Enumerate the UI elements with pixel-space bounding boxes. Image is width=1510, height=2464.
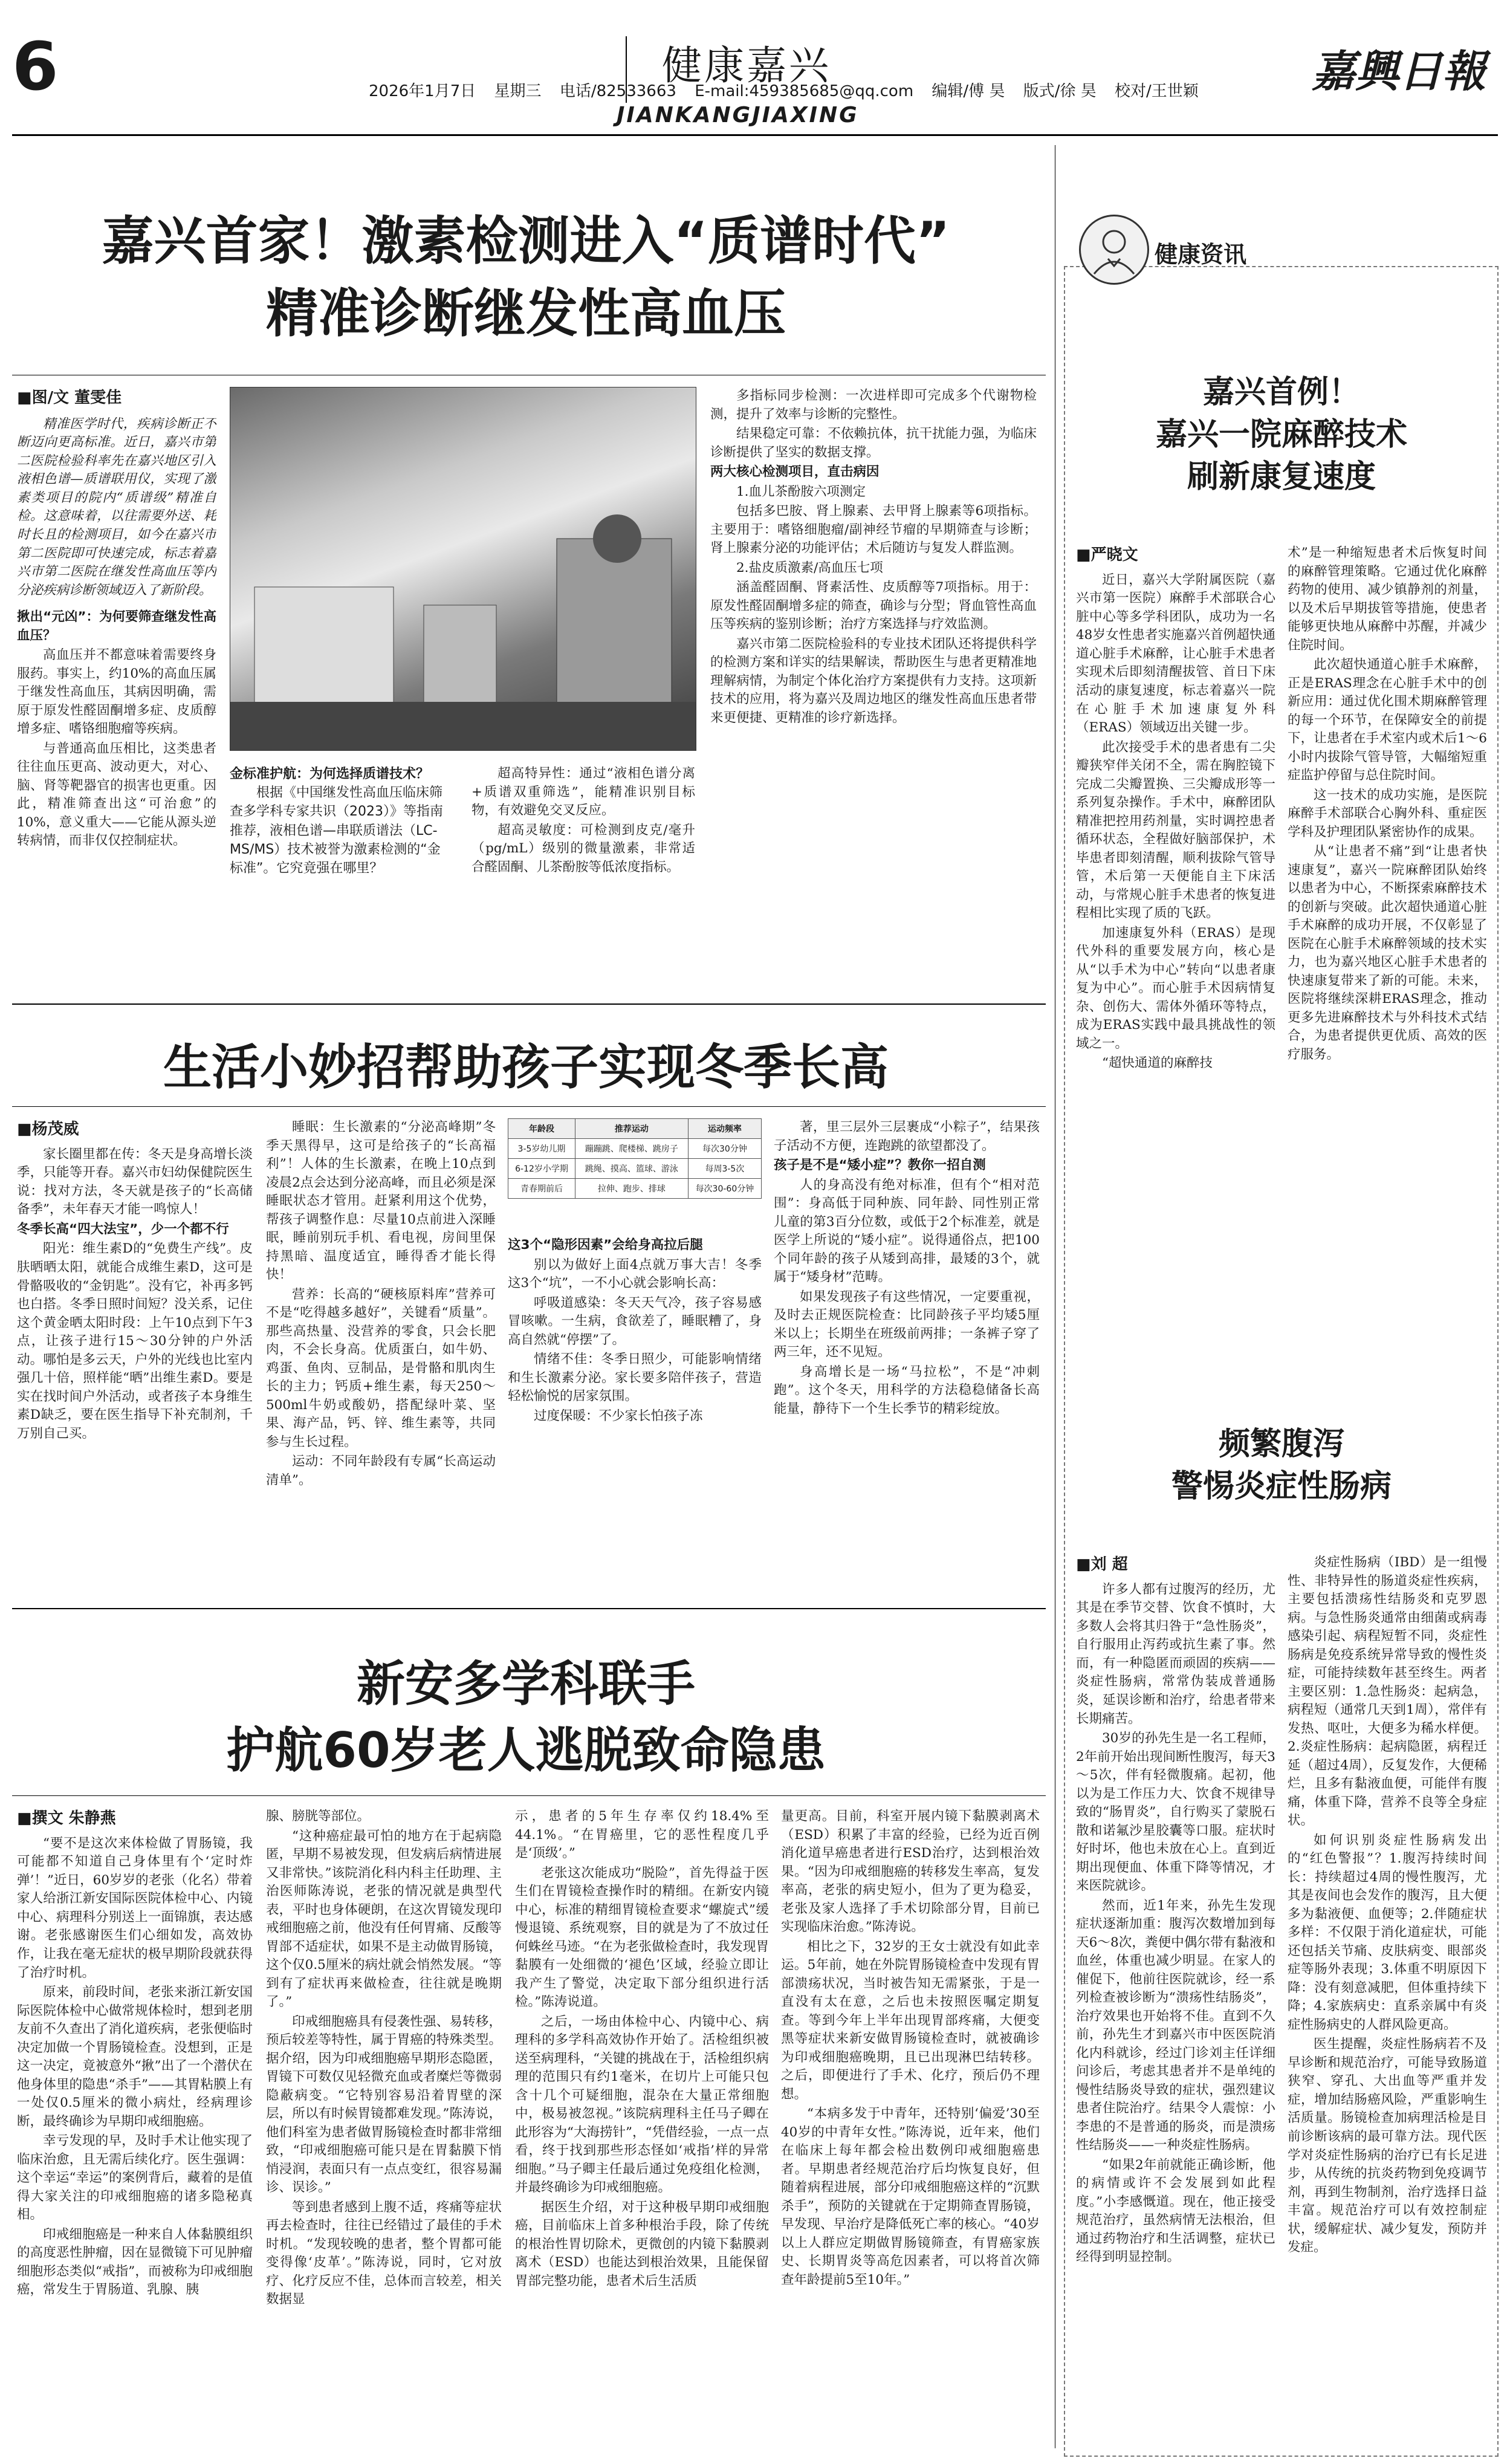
table-cell: 每次30分钟 <box>688 1139 761 1159</box>
sidebar-news1-headline-1: 嘉兴首例！ <box>1202 374 1360 410</box>
article3-column-2 <box>266 1807 502 2448</box>
proof-credit: 校对/王世颖 <box>1115 82 1199 100</box>
article1-paragraph: 超高灵敏度：可检测到皮克/毫升（pg/mL）级别的微量激素，非常适合醛固酮、儿茶酚胺等低浓度指标。 <box>471 822 695 875</box>
lab-equipment-illustration <box>230 387 696 750</box>
lab-bench <box>230 702 696 750</box>
exercise-table <box>508 1118 762 1199</box>
article3-paragraph: 老张这次能成功“脱险”，首先得益于医生们在胃镜检查操作时的精细。在新安内镜中心，标准的精细胃镜检查要求“螺旋式”缓慢退镜、系统观察，目的就是为了不放过任何蛛丝马迹。“在为老张做检查时，我发现胃黏膜有一处细微的‘褪色’区域，经验立即让我产生了警觉，决定取下部分组织进行活检。”陈涛说道。 <box>515 1865 769 2010</box>
table-row <box>508 1159 762 1179</box>
table-row <box>508 1179 762 1199</box>
article2-paragraph: 著，里三层外三层裹成“小粽子”，结果孩子活动不方便，连跑跳的欲望都没了。 <box>774 1120 1040 1153</box>
sidebar-paragraph: 近日，嘉兴大学附属医院（嘉兴市第一医院）麻醉手术部联合心脏中心等多学科团队，成功为一名48岁女性患者实施嘉兴首例超快通道心脏手术麻醉，让心脏手术患者实现术后即刻清醒拔管、首日下床活动的康复速度，标志着嘉兴一院在心脏手术加速康复外科（ERAS）领域迈出关键一步。 <box>1076 572 1275 736</box>
article1-paragraph: 超高特异性：通过“液相色谱分离+质谱双重筛选”，能精准识别目标物，有效避免交叉反应。 <box>471 766 695 819</box>
sidebar-news2-headline-1: 频繁腹泻 <box>1218 1426 1344 1462</box>
article2-top-rule <box>12 1106 1046 1107</box>
article3-paragraph: 据医生介绍，对于这种极早期印戒细胞癌，目前临床上首多种根治手段，除了传统的根治性胃切除术，更微创的内镜下黏膜剥离术（ESD）也能达到根治效果，且能保留胃部完整功能，患者术后生活质 <box>515 2199 769 2289</box>
article1-paragraph: 结果稳定可靠：不依赖抗体，抗干扰能力强，为临床诊断提供了坚实的数据支撑。 <box>710 426 1037 460</box>
article2-paragraph: 情绪不佳：冬季日照少，可能影响情绪和生长激素分泌。家长要多陪伴孩子，营造轻松愉悦的居家氛围。 <box>508 1352 762 1404</box>
table-header: 推荐运动 <box>575 1119 688 1139</box>
sidebar-paragraph: 医生提醒，炎症性肠病若不及早诊断和规范治疗，可能导致肠道狭窄、穿孔、大出血等严重并发症，增加结肠癌风险，严重影响生活质量。肠镜检查加病理活检是目前诊断该病的最可靠方法。现代医学对炎症性肠病的治疗已有长足进步，从传统的抗炎药物到免疫调节剂，再到生物制剂，治疗选择日益丰富。规范治疗可以有效控制症状，缓解症状、减少复发，预防并发症。 <box>1288 2037 1487 2255</box>
article2-paragraph: 阳光：维生素D的“免费生产线”。皮肤晒晒太阳，就能合成维生素D，这可是骨骼吸收的“金钥匙”。没有它，补再多钙也白搭。冬季日照时间短？没关系，记住这个黄金晒太阳时段：上午10点到下午3点，让孩子进行15～30分钟的户外活动。哪怕是多云天，户外的光线也比室内强几十倍，照样能“晒”出维生素D。要是实在找时间户外活动，或者孩子本身维生素D缺乏，要在医生指导下补充制剂，千万别自己买。 <box>17 1241 253 1441</box>
contact-email: E-mail:459385685@qq.com <box>695 82 914 100</box>
table-cell: 跳绳、摸高、篮球、游泳 <box>575 1159 688 1179</box>
sidebar-news2-column-1 <box>1076 1554 1275 2448</box>
sidebar-news1-headline-3: 刷新康复速度 <box>1187 459 1376 495</box>
article1-headline-line2: 精准诊断继发性高血压 <box>266 284 786 344</box>
article2-paragraph: 呼吸道感染：冬天天气冷，孩子容易感冒咳嗽。一生病，食欲差了，睡眠糟了，身高自然就“停摆”了。 <box>508 1295 762 1347</box>
article3-headline-line2: 护航60岁老人逃脱致命隐患 <box>226 1722 826 1778</box>
article1-paragraph: 包括多巴胺、肾上腺素、去甲肾上腺素等6项指标。主要用于：嗜铬细胞瘤/副神经节瘤的早期筛查与诊断；肾上腺素分泌的功能评估；术后随访与复发人群监测。 <box>710 504 1037 556</box>
sidebar-news2-headline-2: 警惕炎症性肠病 <box>1171 1468 1392 1505</box>
article1-paragraph: 与普通高血压相比，这类患者往往血压更高、波动更大，对心、脑、肾等靶器官的损害也更重。因此，精准筛查出这“可治愈”的10%，意义重大——它能从源头逆转病情，而非仅仅控制症状。 <box>17 741 216 849</box>
issue-weekday: 星期三 <box>494 82 542 100</box>
article2-subhead: 孩子是不是“矮小症”？教你一招自测 <box>774 1158 986 1173</box>
section-rule <box>12 1608 1046 1609</box>
photo-caption <box>230 765 453 982</box>
article3-top-rule <box>12 1795 1046 1796</box>
article3-column-1 <box>17 1807 253 2448</box>
table-row <box>508 1139 762 1159</box>
article1-paragraph: 1.血儿茶酚胺六项测定 <box>736 484 866 499</box>
newspaper-logo: 嘉興日報 <box>1312 45 1486 97</box>
article2-headline: 生活小妙招帮助孩子实现冬季长高 <box>163 1039 889 1095</box>
sidebar-paragraph: 30岁的孙先生是一名工程师，2年前开始出现间断性腹泻，每天3～5次，伴有轻微腹痛。起初，他以为是工作压力大、饮食不规律导致的“肠胃炎”，自行购买了蒙脱石散和诺氟沙星胶囊等口服。症状时好时坏，他也未放在心上。直到近期出现便血、体重下降等情况，才来医院就诊。 <box>1076 1731 1275 1894</box>
article1-subhead-2: 两大核心检测项目，直击病因 <box>710 464 880 480</box>
masthead-meta <box>369 79 1212 101</box>
article3-paragraph: 印戒细胞癌是一种来自人体黏膜组织的高度恶性肿瘤，因在显微镜下可见肿瘤细胞形态类似“戒指”，而被称为印戒细胞癌，常发生于胃肠道、乳腺、胰 <box>17 2226 253 2298</box>
article3-paragraph: “本病多发于中青年，还特别‘偏爱’30至40岁的中青年女性。”陈涛说，近年来，他们在临床上每年都会检出数例印戒细胞癌患者。早期患者经规范治疗后均恢复良好，但随着病程进展，部分印戒细胞癌这样的“沉默杀手”，预防的关键就在于定期筛查胃肠镜，早发现、早治疗是降低死亡率的核心。“40岁以上人群应定期做胃肠镜筛查，有胃癌家族史、长期胃炎等高危因素者，可以将首次筛查年龄提前5至10年。” <box>781 2106 1040 2287</box>
caption-body: 根据《中国继发性高血压临床筛查多学科专家共识（2023）》等指南推荐，液相色谱—串联质谱法（LC-MS/MS）技术被誉为激素检测的“金标准”。它究竟强在哪里？ <box>230 785 443 877</box>
editor-credit: 编辑/傅 昊 <box>932 82 1005 100</box>
doctor-icon <box>1081 216 1147 283</box>
page-number: 6 <box>12 28 59 105</box>
article3-byline: ■撰文 朱静燕 <box>17 1809 116 1827</box>
doctor-avatar-icon <box>1079 215 1149 285</box>
article2-column-1 <box>17 1118 253 1590</box>
table-cell: 蹦蹦跳、爬楼梯、跳房子 <box>575 1139 688 1159</box>
article2-paragraph: 别以为做好上面4点就万事大吉！冬季这3个“坑”，一不小心就会影响长高： <box>508 1257 762 1291</box>
sidebar-paragraph: 许多人都有过腹泻的经历，尤其是在季节交替、饮食不慎时，大多数人会将其归咎于“急性肠炎”，自行服用止泻药或抗生素了事。然而，有一种隐匿而顽固的疾病——炎症性肠病，常常伪装成普通肠炎，延误诊断和治疗，给患者带来长期痛苦。 <box>1076 1581 1275 1726</box>
article3-column-3 <box>515 1807 769 2448</box>
article2-paragraph: 营养：长高的“硬核原料库”营养可不是“吃得越多越好”，关键看“质量”。那些高热量、没营养的零食，只会长肥肉，不会长身高。优质蛋白，如牛奶、鸡蛋、鱼肉、豆制品，是骨骼和肌肉生长的主力；钙质+维生素，每天250～500ml牛奶或酸奶，搭配绿叶菜、坚果、海产品，钙、锌、维生素等，共同参与生长过程。 <box>266 1286 496 1450</box>
article2-byline: ■杨茂威 <box>17 1120 79 1138</box>
section-title: 健康嘉兴 <box>662 42 831 89</box>
sidebar-news1-column-2 <box>1288 544 1487 1372</box>
section-rule <box>12 1003 1046 1005</box>
table-cell: 6-12岁小学期 <box>508 1159 575 1179</box>
article3-paragraph: “这种癌症最可怕的地方在于起病隐匿，早期不易被发现，但发病后病情进展又非常快。”该院消化科内科主任助理、主治医师陈涛说，老张的情况就是典型代表，平时也身体硬朗，在这次胃镜发现印戒细胞癌之前，他没有任何胃痛、反酸等胃部不适症状，如果不是主动做胃肠镜，这个仅0.5厘米的病灶就会悄然发展。“等到有了症状再来做检查，往往就是晚期了。” <box>266 1828 502 2010</box>
article3-paragraph: 示，患者的5年生存率仅约18.4%至44.1%。“在胃癌里，它的恶性程度几乎是‘顶级’。” <box>515 1809 769 1861</box>
table-cell: 青春期前后 <box>508 1179 575 1199</box>
caption-title: 金标准护航：为何选择质谱技术？ <box>230 767 430 782</box>
article1-paragraph: 多指标同步检测：一次进样即可完成多个代谢物检测，提升了效率与诊断的完整性。 <box>710 388 1037 422</box>
article1-paragraph: 涵盖醛固酮、肾素活性、皮质醇等7项指标。用于：原发性醛固酮增多症的筛查，确诊与分型；肾血管性高血压等疾病的鉴别诊断；治疗方案选择与疗效监测。 <box>710 580 1037 632</box>
sidebar-news1-column-1 <box>1076 544 1275 1372</box>
table-cell: 3-5岁幼儿期 <box>508 1139 575 1159</box>
sidebar-news1-byline: ■严晓文 <box>1076 546 1138 564</box>
article2-paragraph: 睡眠：生长激素的“分泌高峰期”冬季天黑得早，这可是给孩子的“长高福利”！人体的生长激素，在晚上10点到凌晨2点会达到分泌高峰，而且必须是深睡眠状态才管用。赶紧利用这个优势，帮孩子调整作息：尽量10点前进入深睡眠，睡前别玩手机、看电视，房间里保持黑暗、温度适宜，睡得香才能长得快！ <box>266 1120 496 1283</box>
article2-paragraph: 运动：不同年龄段有专属“长高运动清单”。 <box>266 1454 496 1488</box>
article2-paragraph: 人的身高没有绝对标准，但有个“相对范围”：身高低于同种族、同年龄、同性别正常儿童的第3百分位数，或低于2个标准差，就是医学上所说的“矮小症”。说得通俗点，把100个同年龄的孩子从矮到高排，最矮的3个，就属于“矮身材”范畴。 <box>774 1177 1040 1285</box>
table-header-row <box>508 1119 762 1139</box>
lab-photo <box>230 387 696 751</box>
article1-headline-line1: 嘉兴首家！激素检测进入“质谱时代” <box>102 211 950 271</box>
masthead-rule <box>12 134 1498 136</box>
exercise-table-container <box>508 1118 762 1199</box>
article1-byline: ■图/文 董雯佳 <box>17 389 122 407</box>
sidebar-paragraph: “超快通道的麻醉技 <box>1102 1055 1213 1071</box>
instrument-shape <box>424 605 496 708</box>
sidebar-paragraph: 术”是一种缩短患者术后恢复时间的麻醉管理策略。它通过优化麻醉药物的使用、减少镇静剂的剂量，以及术后早期拔管等措施，使患者能够更快地从麻醉中苏醒，并减少住院时间。 <box>1288 545 1487 653</box>
article2-subhead: 冬季长高“四大法宝”，少一个都不行 <box>17 1221 229 1237</box>
article3-paragraph: 原来，前段时间，老张来浙江新安国际医院体检中心做常规体检时，想到老朋友前不久查出了消化道疾病，老张便临时决定加做一个胃肠镜检查。没想到，正是这一决定，竟被意外“揪”出了一个潜伏在他身体里的隐患“杀手”——其胃粘膜上有一处仅0.5厘米的微小病灶，经病理诊断，最终确诊为早期印戒细胞癌。 <box>17 1985 253 2129</box>
table-cell: 拉伸、跑步、排球 <box>575 1179 688 1199</box>
table-header: 运动频率 <box>688 1119 761 1139</box>
article3-paragraph: 幸亏发现的早，及时手术让他实现了临床治愈，且无需后续化疗。医生强调：这个幸运“幸运”的案例背后，藏着的是值得大家关注的印戒细胞癌的诸多隐秘真相。 <box>17 2133 253 2223</box>
sidebar-news1-headline-2: 嘉兴一院麻醉技术 <box>1155 417 1407 453</box>
article3-headline-line1: 新安多学科联手 <box>357 1656 695 1712</box>
article1-paragraph: 嘉兴市第二医院检验科的专业技术团队还将提供科学的检测方案和详实的结果解读，帮助医生与患者更精准地理解病情，为制定个体化治疗方案提供有力支持。这项新技术的应用，将为嘉兴及周边地区的继发性高血压患者带来更便捷、更精准的诊疗新选择。 <box>710 636 1037 725</box>
article2-paragraph: 如果发现孩子有这些情况，一定要重视，及时去正规医院检查：比同龄孩子平均矮5厘米以上；长期坐在班级前两排；一条裤子穿了两三年，还不见短。 <box>774 1289 1040 1360</box>
sidebar-paragraph: 此次接受手术的患者患有二尖瓣狭窄伴关闭不全，需在胸腔镜下完成二尖瓣置换、三尖瓣成形等一系列复杂操作。手术中，麻醉团队精准把控用药剂量，实时调控患者循环状态，全程做好脑部保护，术毕患者即刻清醒，顺利拔除气管导管，术后第一天便能自主下床活动，与常规心脏手术患者的恢复进程相比实现了质的飞跃。 <box>1076 739 1275 921</box>
technician-head <box>593 514 641 563</box>
contact-phone: 电话/82533663 <box>559 82 676 100</box>
article2-paragraph: 过度保暖：不少家长怕孩子冻 <box>534 1408 703 1424</box>
sidebar-paragraph: “如果2年前就能正确诊断，他的病情或许不会发展到如此程度。”小李感慨道。现在，他正接受规范治疗，虽然病情无法根治，但通过药物治疗和生活调整，症状已经得到明显控制。 <box>1076 2157 1275 2265</box>
article1-lede: 精准医学时代，疾病诊断正不断迈向更高标准。近日，嘉兴市第二医院检验科率先在嘉兴地区引入液相色谱—质谱联用仪，实现了激素类项目的院内“质谱级”精准自检。这意味着，以往需要外送、耗时长且的检测项目，如今在嘉兴市第二医院即可快速完成，标志着嘉兴市第二医院在继发性高血压等内分泌疾病诊断领域迈入了新阶段。 <box>17 416 216 598</box>
article1-column-4 <box>710 387 1037 985</box>
article3-paragraph: 之后，一场由体检中心、内镜中心、病理科的多学科高效协作开始了。活检组织被送至病理科，“关键的挑战在于，活检组织病理的范围只有约1毫米，在切片上可能只包含十几个可疑细胞，混杂在大量正常细胞中，极易被忽视。”该院病理科主任马子卿在此形容为“大海捞针”，“凭借经验，一点一点看，终于找到那些形态怪如‘戒指’样的异常细胞。”马子卿主任最后通过免疫组化检测，并最终确诊为印戒细胞癌。 <box>515 2014 769 2196</box>
article2-column-3 <box>508 1236 762 1590</box>
instrument-shape <box>557 539 672 720</box>
issue-date: 2026年1月7日 <box>369 82 476 100</box>
article2-column-2 <box>266 1118 496 1590</box>
article1-column-1 <box>17 387 216 991</box>
instrument-shape <box>254 587 394 708</box>
sidebar-paragraph: 此次超快通道心脏手术麻醉，正是ERAS理念在心脏手术中的创新应用：通过优化围术期麻醉管理的每一个环节，在保障安全的前提下，让患者在手术室内或术后1～6小时内拔除气管导管，大幅缩短重症监护停留与总住院时间。 <box>1288 657 1487 783</box>
layout-credit: 版式/徐 昊 <box>1023 82 1097 100</box>
article3-column-4 <box>781 1807 1040 2448</box>
table-cell: 每次30-60分钟 <box>688 1179 761 1199</box>
article2-column-4 <box>774 1118 1040 1590</box>
section-pinyin: JIANKANGJIAXING <box>617 103 859 128</box>
article3-paragraph: 腺、膀胱等部位。 <box>266 1809 371 1824</box>
article3-paragraph: 等到患者感到上腹不适，疼痛等症状再去检查时，往往已经错过了最佳的手术时机。“发现较晚的患者，整个胃都可能变得像‘皮革’。”陈涛说，同时，它对放疗、化疗反应不佳，总体而言较差，相关数据显 <box>266 2199 502 2307</box>
article1-column-3 <box>471 765 695 982</box>
sidebar-paragraph: 从“让患者不痛”到“让患者快速康复”，嘉兴一院麻醉团队始终以患者为中心，不断探索麻醉技术的创新与突破。此次超快通道心脏手术麻醉的成功开展，不仅彰显了医院在心脏手术麻醉领域的技术实力，也为嘉兴地区心脏手术患者的快速康复带来了新的可能。未来，医院将继续深耕ERAS理念，推动更多先进麻醉技术与外科技术式结合，为患者提供更优质、高效的医疗服务。 <box>1288 844 1487 1062</box>
article3-paragraph: “要不是这次来体检做了胃肠镜，我可能都不知道自己身体里有个‘定时炸弹’！”近日，60岁岁的老张（化名）带着家人给浙江新安国际医院体检中心、内镜中心、病理科分别送上一面锦旗，表达感谢。老张感谢医生们心细如发，高效协作，让我在毫无症状的极早期阶段就获得了治疗时机。 <box>17 1835 253 1980</box>
sidebar-news2-byline: ■刘 超 <box>1076 1555 1128 1574</box>
article3-paragraph: 印戒细胞癌具有侵袭性强、易转移，预后较差等特性，属于胃癌的特殊类型。据介绍，因为印戒细胞癌早期形态隐匿，胃镜下可数仅见轻微充血或者糜烂等微弱隐蔽病变。“它特别容易沿着胃壁的深层，所以有时候胃镜都难发现。”陈涛说，他们科室为患者做胃肠镜检查时都非常细致，“印戒细胞癌可能只是在胃黏膜下悄悄浸润，表面只有一点点变红，很容易漏诊、误诊。” <box>266 2014 502 2196</box>
sidebar-section-label: 健康资讯 <box>1155 241 1247 268</box>
sidebar-paragraph: 炎症性肠病（IBD）是一组慢性、非特异性的肠道炎症性疾病，主要包括溃疡性结肠炎和克罗恩病。与急性肠炎通常由细菌或病毒感染引起、病程短暂不同，炎症性肠病是免疫系统异常导致的慢性炎症，可能持续数年甚至终生。两者主要区别：1.急性肠炎：起病急，病程短（通常几天到1周），常伴有发热、呕吐，大便多为稀水样便。2.炎症性肠病：起病隐匿，病程迁延（超过4周），反复发作，大便稀烂，且多有黏液血便，可能伴有腹痛，体重下降，营养不良等全身症状。 <box>1288 1555 1487 1829</box>
article2-paragraph: 身高增长是一场“马拉松”，不是“冲刺跑”。这个冬天，用科学的方法稳稳储备长高能量，静待下一个生长季节的精彩绽放。 <box>774 1364 1040 1416</box>
sidebar-paragraph: 加速康复外科（ERAS）是现代外科的重要发展方向，核心是从“以手术为中心”转向“以患者康复为中心”。而心脏手术因病情复杂、创伤大、需体外循环等特点，成为ERAS实践中最具挑战性的领域之一。 <box>1076 925 1275 1051</box>
article1-paragraph: 高血压并不都意味着需要终身服药。事实上，约10%的高血压属于继发性高血压，其病因明确，需原于原发性醛固酮增多症、皮质醇增多症、嗜铬细胞瘤等疾病。 <box>17 647 216 737</box>
article2-subhead: 这3个“隐形因素”会给身高拉后腿 <box>508 1237 703 1253</box>
table-header: 年龄段 <box>508 1119 575 1139</box>
sidebar-news2-column-2 <box>1288 1554 1487 2448</box>
article3-paragraph: 相比之下，32岁的王女士就没有如此幸运。5年前，她在外院胃肠镜检查中发现有胃部溃疡状况，当时被告知无需紧张，于是一直没有太在意，之后也未按照医嘱定期复查。等到今年上半年出现胃部疼痛，大便变黑等症状来新安做胃肠镜检查时，就被确诊为印戒细胞癌晚期，且已出现淋巴结转移。之后，即便进行了手术、化疗，预后仍不理想。 <box>781 1939 1040 2102</box>
sidebar-paragraph: 这一技术的成功实施，是医院麻醉手术部联合心胸外科、重症医学科及护理团队紧密协作的成果。 <box>1288 787 1487 840</box>
article2-paragraph: 家长圈里都在传：冬天是身高增长淡季，只能等开春。嘉兴市妇幼保健院医生说：找对方法，冬天就是孩子的“长高储备季”，未年春天才能一鸣惊人！ <box>17 1146 253 1217</box>
article1-subhead-1: 揪出“元凶”：为何要筛查继发性高血压？ <box>17 609 216 643</box>
article1-paragraph: 2.盐皮质激素/高血压七项 <box>736 560 883 575</box>
sidebar-paragraph: 然而，近1年来，孙先生发现症状逐渐加重：腹泻次数增加到每天6～8次，粪便中偶尔带有黏液和血丝，体重也减少明显。在家人的催促下，他前往医院就诊，经一系列检查被诊断为“溃疡性结肠炎”，治疗效果也开始将不佳。直到不久前，孙先生才到嘉兴市中医医院消化内科就诊，经过门诊刘主任详细问诊后，考虑其患者并不是单纯的慢性结肠炎导致的症状，强烈建议患者住院治疗。结果令人震惊：小李患的不是普通的肠炎，而是溃疡性结肠炎——一种炎症性肠病。 <box>1076 1898 1275 2153</box>
table-cell: 每周3-5次 <box>688 1159 761 1179</box>
sidebar-paragraph: 如何识别炎症性肠病发出的“红色警报”？1.腹泻持续时间长：持续超过4周的慢性腹泻，尤其是夜间也会发作的腹泻，且大便多为黏液便、血便等；2.伴随症状多样：不仅限于消化道症状，可能还包括关节痛、皮肤病变、眼部炎症等肠外表现；3.体重不明原因下降：没有刻意减肥，但体重持续下降；4.家族病史：直系亲属中有炎症性肠病史的人群风险更高。 <box>1288 1832 1487 2032</box>
article3-paragraph: 量更高。目前，科室开展内镜下黏膜剥离术（ESD）积累了丰富的经验，已经为近百例消化道早癌患者进行ESD治疗，达到根治效果。“因为印戒细胞癌的转移发生率高，复发率高，老张的病史短小，但为了更为稳妥，老张及家人选择了手术切除部分胃，目前已实现临床治愈。”陈涛说。 <box>781 1809 1040 1935</box>
